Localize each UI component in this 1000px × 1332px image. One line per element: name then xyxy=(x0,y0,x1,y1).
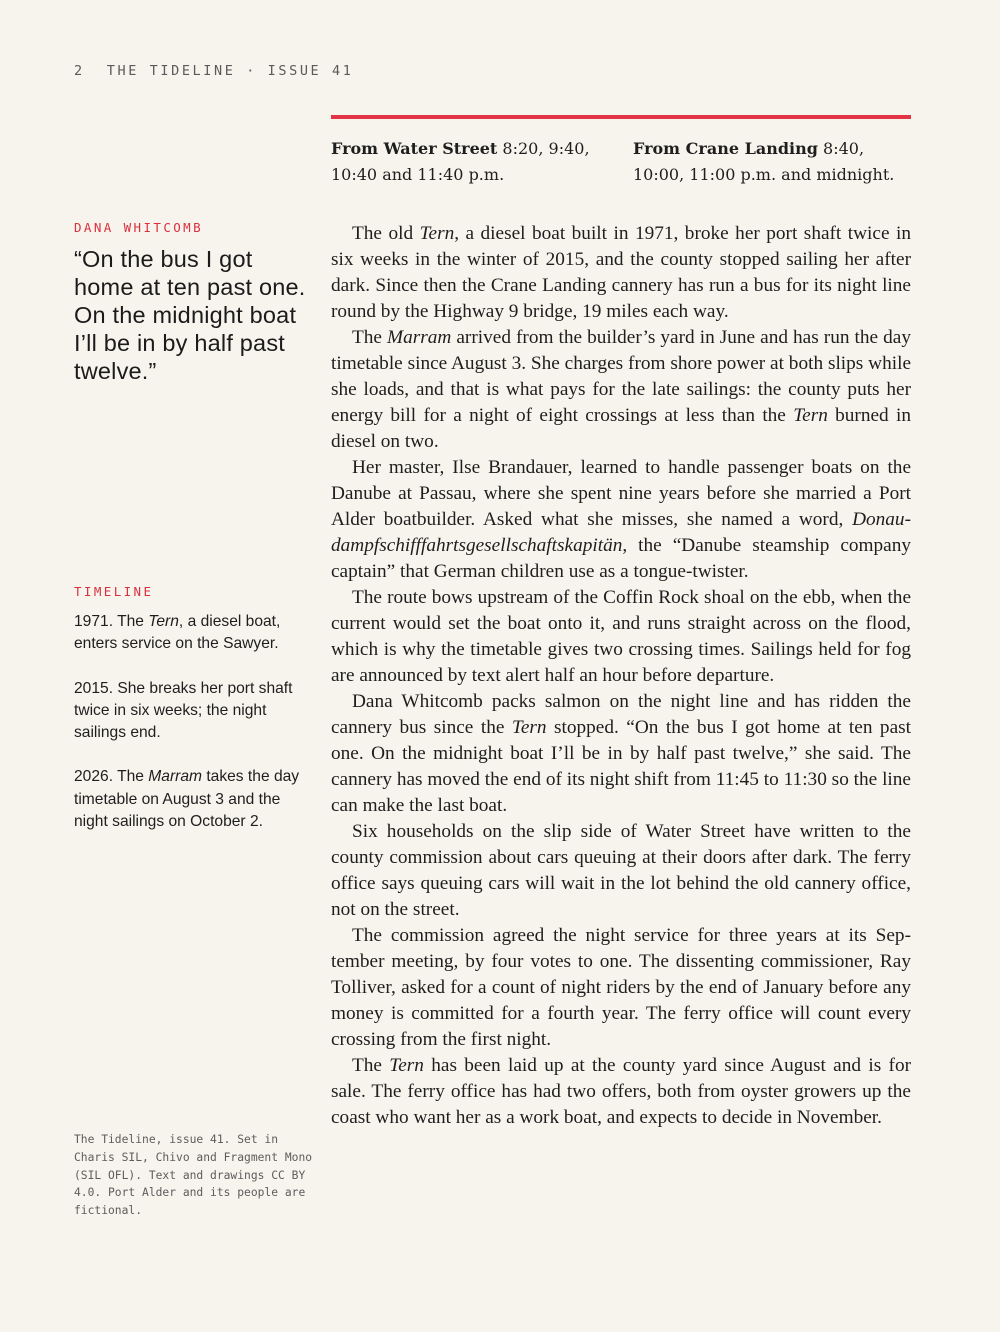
paragraph-text: Dana Whitcomb packs salmon on the night line and has ridden the cannery bus since the xyxy=(331,691,911,738)
paragraph-text: has been laid up at the county yard since August and is for sale. The ferry office has had two offers, both from oyster growers up the coast who want her as a work boat, and expects to decide in November. xyxy=(331,1055,912,1128)
timetable-water-label: From Water Street xyxy=(331,139,498,158)
paragraph-text: The xyxy=(352,1055,390,1076)
timetable-crane-times: 8:40, 10:00, 11:00 p.m. and midnight. xyxy=(633,139,895,184)
timetable-crane-label: From Crane Landing xyxy=(633,139,818,158)
italic-name: Marram xyxy=(387,327,452,348)
article-paragraph xyxy=(331,455,911,585)
timeline-heading: TIMELINE xyxy=(74,584,154,599)
publication-title: THE TIDELINE · ISSUE 41 xyxy=(106,63,354,79)
timeline-entry-text: 2026. The xyxy=(74,768,149,786)
paragraph-text: , the “Danube steamship company captain” that German children use as a tongue-twister. xyxy=(331,535,911,582)
pullquote: “On the bus I got home at ten past one. On the midnight boat I’ll be in by half past twelve.” xyxy=(74,246,306,384)
paragraph-text: stopped. “On the bus I got home at ten past one. On the midnight boat I’ll be in by half past twelve,” she said. The cannery has moved the end of its night shift from 11:45 to 11:30 so the line can make the last boat. xyxy=(331,717,911,816)
article-paragraph xyxy=(331,1053,911,1131)
italic-name: Tern xyxy=(389,1055,424,1076)
paragraph-text: arrived from the builder’s yard in June and has run the day timetable since August 3. She charges from shore power at both slips while she loads, and that is what pays for the late sailings: the county puts her energy bill for a night of eight crossings at less than the xyxy=(331,327,911,426)
running-header xyxy=(74,63,353,79)
timetable-crane-landing xyxy=(633,136,911,188)
article-paragraph xyxy=(331,923,911,1053)
timeline xyxy=(74,611,306,855)
article-paragraph xyxy=(331,689,911,819)
paragraph-text: The route bows upstream of the Coffin Rock shoal on the ebb, when the current would set the boat onto it, and runs straight across on the flood, which is why the timetable gives two crossing times. Sailings held for fog are announced by text alert half an hour before departure. xyxy=(331,587,911,686)
timetable xyxy=(331,136,911,188)
italic-name: Tern xyxy=(793,405,828,426)
article-paragraph xyxy=(331,325,911,455)
italic-name: Donaudampfschifffahrtsgesellschaftskapitän xyxy=(331,509,911,556)
paragraph-text: burned in diesel on two. xyxy=(331,405,912,452)
timeline-entry-text: 1971. The xyxy=(74,613,149,630)
timeline-entry xyxy=(74,766,306,833)
timeline-entry-italic: Tern xyxy=(148,613,179,630)
accent-rule xyxy=(331,115,911,119)
paragraph-text: , a diesel boat built in 1971, broke her port shaft twice in six weeks in the winter of 2015, and the county stopped sailing her after dark. Since then the Crane Landing cannery has run a bus for its night line round by the Highway 9 bridge, 19 miles each way. xyxy=(331,223,911,322)
colophon: The Tideline, issue 41. Set in Charis SIL, Chivo and Fragment Mono (SIL OFL). Text and drawings CC BY 4.0. Port Alder and its people are fictional. xyxy=(74,1133,313,1218)
paragraph-text: The old xyxy=(352,223,420,244)
article-paragraph xyxy=(331,585,911,689)
italic-name: Tern xyxy=(511,717,547,738)
timeline-entry-text: 2015. She breaks her port shaft twice in six weeks; the night sailings end. xyxy=(74,679,293,742)
paragraph-text: The commission agreed the night service for three years at its September meeting, by four votes to one. The dissenting commissioner, Ray Tolliver, asked for a count of night riders by the end of January before any money is committed for a fourth year. The ferry office will count every crossing from the first night. xyxy=(331,925,911,1050)
timeline-entry-text: , a diesel boat, enters service on the Sawyer. xyxy=(74,613,281,653)
article-paragraph xyxy=(331,819,911,923)
timetable-water-street xyxy=(331,136,633,188)
paragraph-text: Six households on the slip side of Water Street have written to the county commission about cars queuing at their doors after dark. The ferry office says queuing cars will wait in the lot behind the old cannery office, not on the street. xyxy=(331,821,911,920)
italic-name: Tern xyxy=(419,223,455,244)
paragraph-text: The xyxy=(352,327,388,348)
timeline-entry xyxy=(74,678,306,745)
timeline-entry-italic: Marram xyxy=(148,768,202,786)
article-paragraph xyxy=(331,221,911,325)
article-body xyxy=(331,221,911,1131)
pullquote-attribution: DANA WHITCOMB xyxy=(74,220,204,235)
page-number: 2 xyxy=(74,63,85,79)
timeline-entry-text: takes the day timetable on August 3 and the night sailings on October 2. xyxy=(74,768,300,831)
timeline-entry xyxy=(74,611,306,656)
paragraph-text: Her master, Ilse Brandauer, learned to handle passenger boats on the Danube at Passau, where she spent nine years before she married a Port Alder boatbuilder. Asked what she misses, she named a word, xyxy=(331,457,911,530)
timetable-water-times: 8:20, 9:40, 10:40 and 11:40 p.m. xyxy=(331,139,590,184)
